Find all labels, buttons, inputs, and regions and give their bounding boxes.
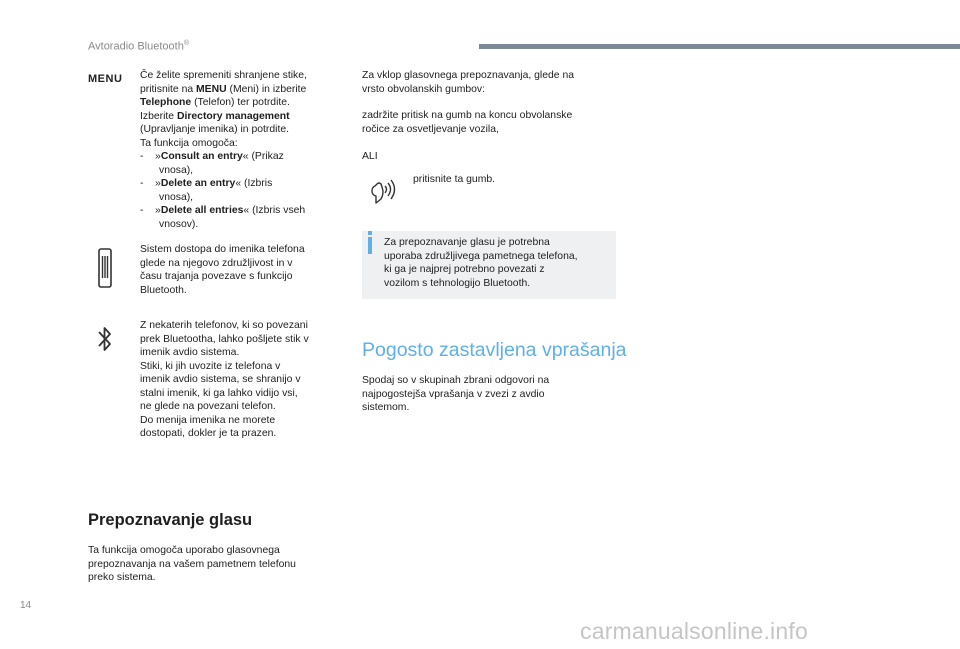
list-item: - »Delete all entries« (Izbris vseh vnosov). [140,205,306,230]
phone-note: Sistem dostopa do imenika telefona glede na njegovo združljivost in v času trajanja povezave s funkcijo Bluetooth. [140,244,305,296]
list-item: - »Delete an entry« (Izbris vnosa), [140,178,273,203]
functions-list [140,150,345,231]
press-button-text: pritisnite ta gumb. [413,174,496,185]
info-text: Za prepoznavanje glasu je potrebna uporaba združljivega pametnega telefona, ki ga je najprej potrebno povezati z vozilom s tehnologijo Bluetooth. [384,237,578,289]
menu-button-icon: MENU [88,73,123,85]
bluetooth-note: Z nekaterih telefonov, ki so povezani prek Bluetootha, lahko pošljete stik v imenik avdio sistema. Stiki, ki jih uvozite iz telefona v imenik avdio sistema, se shranijo v stalni imenik, ki ga lahko vidijo vsi, ne glede na povezani telefon. Do menija imenika ne morete dostopati, dokler je ta prazen. [140,320,309,439]
phone-icon [98,248,112,293]
faq-paragraph: Spodaj so v skupinah zbrani odgovori na najpogostejša vprašanja v zvezi z avdio sistemom. [362,375,550,413]
header-bar [479,44,960,49]
info-icon [368,231,372,235]
or-label: ALI [362,151,378,162]
menu-instructions: Če želite spremeniti shranjene stike, pritisnite na MENU (Meni) in izberite Telephone (Telefon) ter potrdite. Izberite Directory management (Upravljanje imenika) in potrdite. Ta funkcija omogoča: - »Consult an entry« (Prikaz vnosa), - »Delete an entry« (Izbris vnosa), - »Delete all entries« (Izbris vseh vnosov). [140,69,345,231]
info-icon-bar [368,237,372,254]
header-title: Avtoradio Bluetooth® [88,40,189,53]
bluetooth-icon [98,324,112,359]
page-number: 14 [20,600,32,611]
section-heading-voice: Prepoznavanje glasu [88,511,253,529]
watermark: carmanualsonline.info [580,618,808,644]
section-heading-faq: Pogosto zastavljena vprašanja [362,339,627,361]
voice-intro: Za vklop glasovnega prepoznavanja, glede na vrsto obvolanskih gumbov: [362,70,575,95]
voice-paragraph: Ta funkcija omogoča uporabo glasovnega prepoznavanja na vašem pametnem telefonu preko sistema. [88,545,296,583]
hold-instruction: zadržite pritisk na gumb na koncu obvolanske ročice za osvetljevanje vozila, [362,110,573,135]
voice-command-icon [367,176,401,211]
list-item: - »Consult an entry« (Prikaz vnosa), [140,151,284,176]
info-box [362,231,616,299]
